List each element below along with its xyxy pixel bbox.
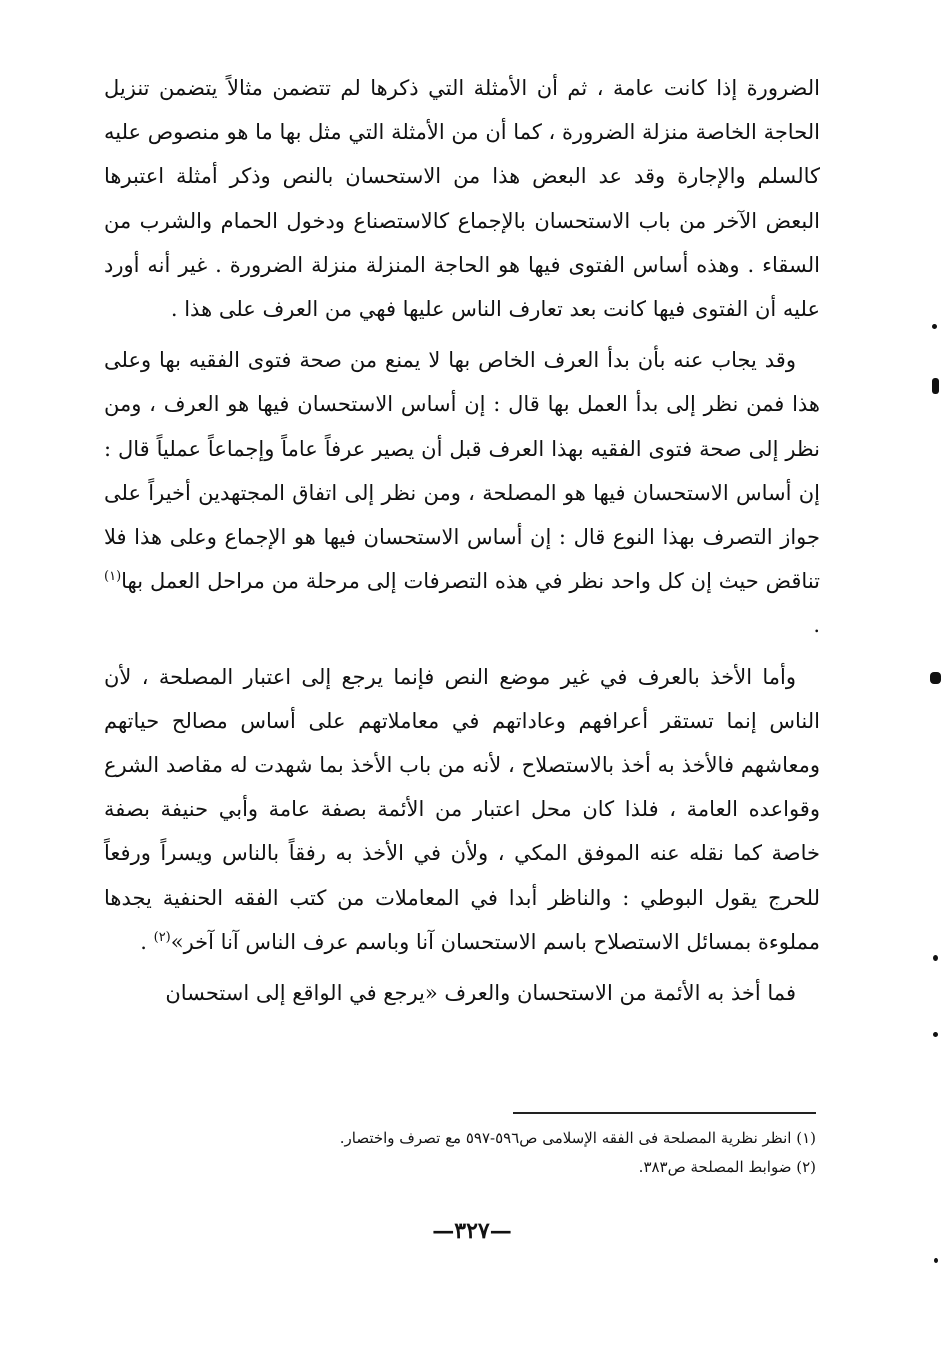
footnote-ref-1[interactable]: (١) <box>104 569 122 585</box>
page-number: —٣٢٧— <box>432 1218 512 1244</box>
margin-speck-5 <box>933 1032 938 1037</box>
paragraph-2-tail: . <box>813 613 820 638</box>
margin-speck-3 <box>930 672 941 684</box>
footnote-ref-2[interactable]: (٢) <box>153 929 171 945</box>
paragraph-3-text: وأما الأخذ بالعرف في غير موضع النص فإنما يرجع إلى اعتبار المصلحة ، لأن الناس إنما تستقر أعرافهم وعاداتهم في معاملاتهم على أساس مصالح حياتهم ومعاشهم فالأخذ به أخذ بالاستصلاح ، لأنه من باب الأخذ بما شهدت له مقاصد الشرع وقواعده العامة ، فلذا كان محل اعتبار من الأئمة بصفة عامة وأبي حنيفة بصفة خاصة كما نقله عنه الموفق المكي ، ولأن في الأخذ به رفقاً بالناس ويسراً ورفعاً للحرج يقول البوطي : والناظر أبدا في المعاملات من كتب الفقه الحنفية يجدها مملوءة بمسائل الاستصلاح باسم الاستحسان آنا وباسم عرف الناس آنا آخر» <box>104 664 820 954</box>
paragraph-2 <box>104 338 820 647</box>
paragraph-1-text: الضرورة إذا كانت عامة ، ثم أن الأمثلة التي ذكرها لم تتضمن مثالاً يتضمن تنزيل الحاجة الخاصة منزلة الضرورة ، كما أن من الأمثلة التي مثل بها ما هو منصوص عليه كالسلم والإجارة وقد عد البعض هذا من الاستحسان بالنص وذكر أمثلة اعتبرها البعض الآخر من باب الاستحسان بالإجماع كالاستصناع ودخول الحمام والشرب من السقاء . وهذه أساس الفتوى فيها هو الحاجة المنزلة منزلة الضرورة . غير أنه أورد عليه أن الفتوى فيها كانت بعد تعارف الناس عليها فهي من العرف على هذا . <box>104 76 820 322</box>
main-text <box>104 66 820 1015</box>
margin-speck-2 <box>932 378 939 394</box>
margin-speck-1 <box>932 324 937 329</box>
margin-speck-4 <box>933 955 938 961</box>
paragraph-4-text: فما أخذ به الأئمة من الاستحسان والعرف «يرجع في الواقع إلى استحسان <box>165 981 796 1006</box>
footnote-divider <box>513 1112 816 1114</box>
footnotes <box>180 1124 816 1182</box>
paragraph-4 <box>104 971 820 1015</box>
paragraph-1 <box>104 66 820 331</box>
margin-speck-6 <box>934 1258 938 1263</box>
paragraph-3 <box>104 655 820 964</box>
footnote-2: (٢) ضوابط المصلحة ص٣٨٣. <box>638 1158 816 1176</box>
paragraph-3-tail: . <box>140 929 154 954</box>
footnote-1: (١) انظر نظرية المصلحة فى الفقه الإسلامى ص٥٩٦-٥٩٧ مع تصرف واختصار. <box>339 1129 816 1147</box>
paragraph-2-text: وقد يجاب عنه بأن بدأ العرف الخاص بها لا يمنع من صحة فتوى الفقيه بها وعلى هذا فمن نظر إلى بدأ العمل بها قال : إن أساس الاستحسان فيها هو العرف ، ومن نظر إلى صحة فتوى الفقيه بهذا العرف قبل أن يصير عرفاً عاماً وإجماعاً عملياً قال : إن أساس الاستحسان فيها هو المصلحة ، ومن نظر إلى اتفاق المجتهدين أخيراً على جواز التصرف بهذا النوع قال : إن أساس الاستحسان فيها هو الإجماع وعلى هذا فلا تناقض حيث إن كل واحد نظر في هذه التصرفات إلى مرحلة من مراحل العمل بها <box>104 348 820 594</box>
